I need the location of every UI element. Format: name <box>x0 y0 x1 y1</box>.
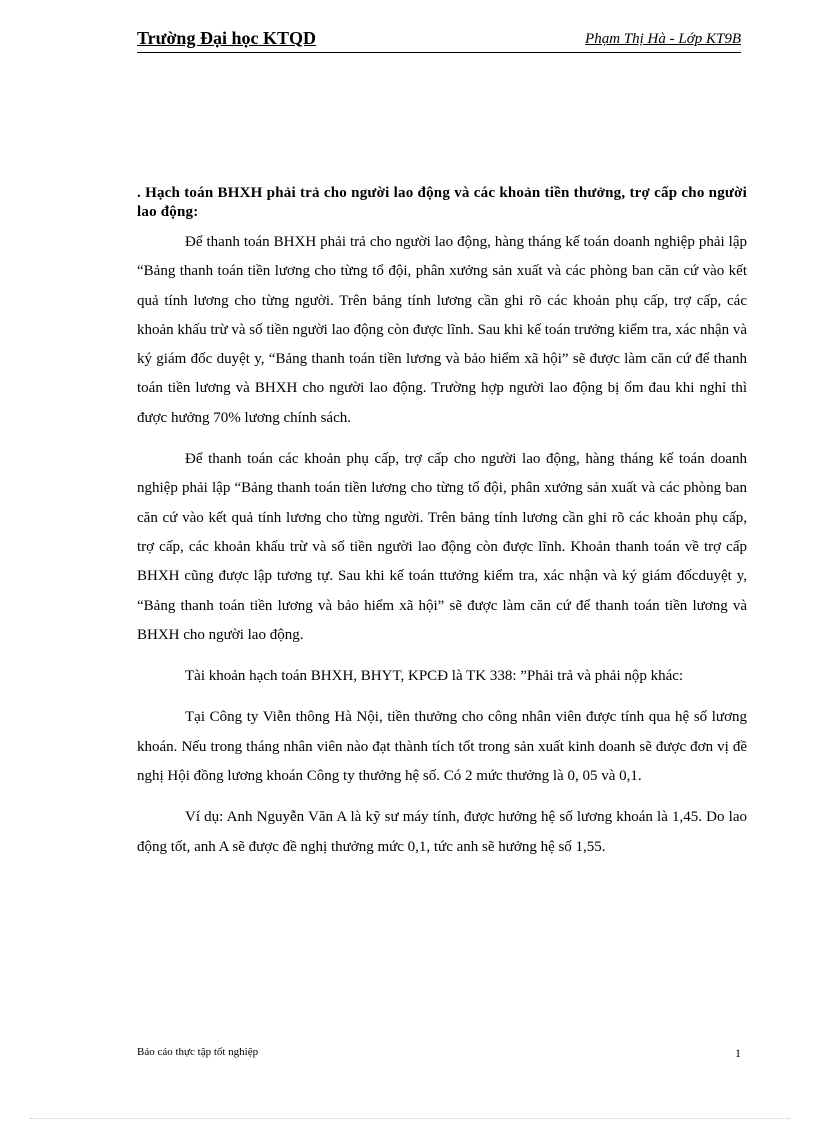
page-number: 1 <box>735 1046 741 1060</box>
footer-label: Báo cáo thực tập tốt nghiệp <box>137 1046 259 1058</box>
paragraph: Tài khoản hạch toán BHXH, BHYT, KPCĐ là TK 338: ”Phải trả và phải nộp khác: <box>185 668 684 685</box>
page-footer <box>137 1046 741 1064</box>
paragraph: Để thanh toán BHXH phải trả cho người lao động, hàng tháng kế toán doanh nghiệp phải lập “Bảng thanh toán tiền lương cho từng tổ đội, phân xưởng sản xuất và các phòng ban căn cứ vào kết quả tính lương cho từng người. Trên bảng tính lương cần ghi rõ các khoản phụ cấp, trợ cấp, các khoản khấu trừ và số tiền người lao động còn được lĩnh. Sau khi kế toán trưởng kiểm tra, xác nhận và ký giám đốc duyệt y, “Bảng thanh toán tiền lương và bảo hiểm xã hội” sẽ được làm căn cứ để thanh toán tiền lương và BHXH cho người lao động. Trường hợp người lao động bị ốm đau khi nghỉ thì được hưởng 70% lương chính sách. <box>137 234 747 426</box>
document-body <box>137 184 747 874</box>
paragraph: Tại Công ty Viễn thông Hà Nội, tiền thưởng cho công nhân viên được tính qua hệ số lương khoán. Nếu trong tháng nhân viên nào đạt thành tích tốt trong sản xuất kinh doanh sẽ được đơn vị đề nghị Hội đồng lương khoán Công ty thưởng hệ số. Có 2 mức thưởng là 0, 05 và 0,1. <box>137 709 747 785</box>
paragraph: Để thanh toán các khoản phụ cấp, trợ cấp cho người lao động, hàng tháng kế toán doanh nghiệp phải lập “Bảng thanh toán tiền lương cho từng tổ đội, phân xưởng sản xuất và các phòng ban căn cứ vào kết quả tính lương cho từng người. Trên bảng tính lương cần ghi rõ các khoản phụ cấp, trợ cấp, các khoản khấu trừ và số tiền người lao động còn được lĩnh. Khoản thanh toán về trợ cấp BHXH cũng được lập tương tự. Sau khi kế toán ttưởng kiểm tra, xác nhận và ký giám đốcduyệt y, “Bảng thanh toán tiền lương và bảo hiểm xã hội” sẽ được làm căn cứ để thanh toán tiền lương và BHXH cho người lao động. <box>137 451 747 643</box>
paragraph: Ví dụ: Anh Nguyễn Văn A là kỹ sư máy tính, được hưởng hệ số lương khoán là 1,45. Do lao động tốt, anh A sẽ được đề nghị thưởng mức 0,1, tức anh sẽ hưởng hệ số 1,55. <box>137 809 747 855</box>
section-title: . Hạch toán BHXH phải trả cho người lao động và các khoản tiền thưởng, trợ cấp cho người lao động: <box>137 185 747 220</box>
author-class: Phạm Thị Hà - Lớp KT9B <box>585 31 741 47</box>
page-bottom-divider <box>30 1118 790 1119</box>
page-header <box>137 28 741 53</box>
school-name: Trường Đại học KTQD <box>137 28 316 48</box>
